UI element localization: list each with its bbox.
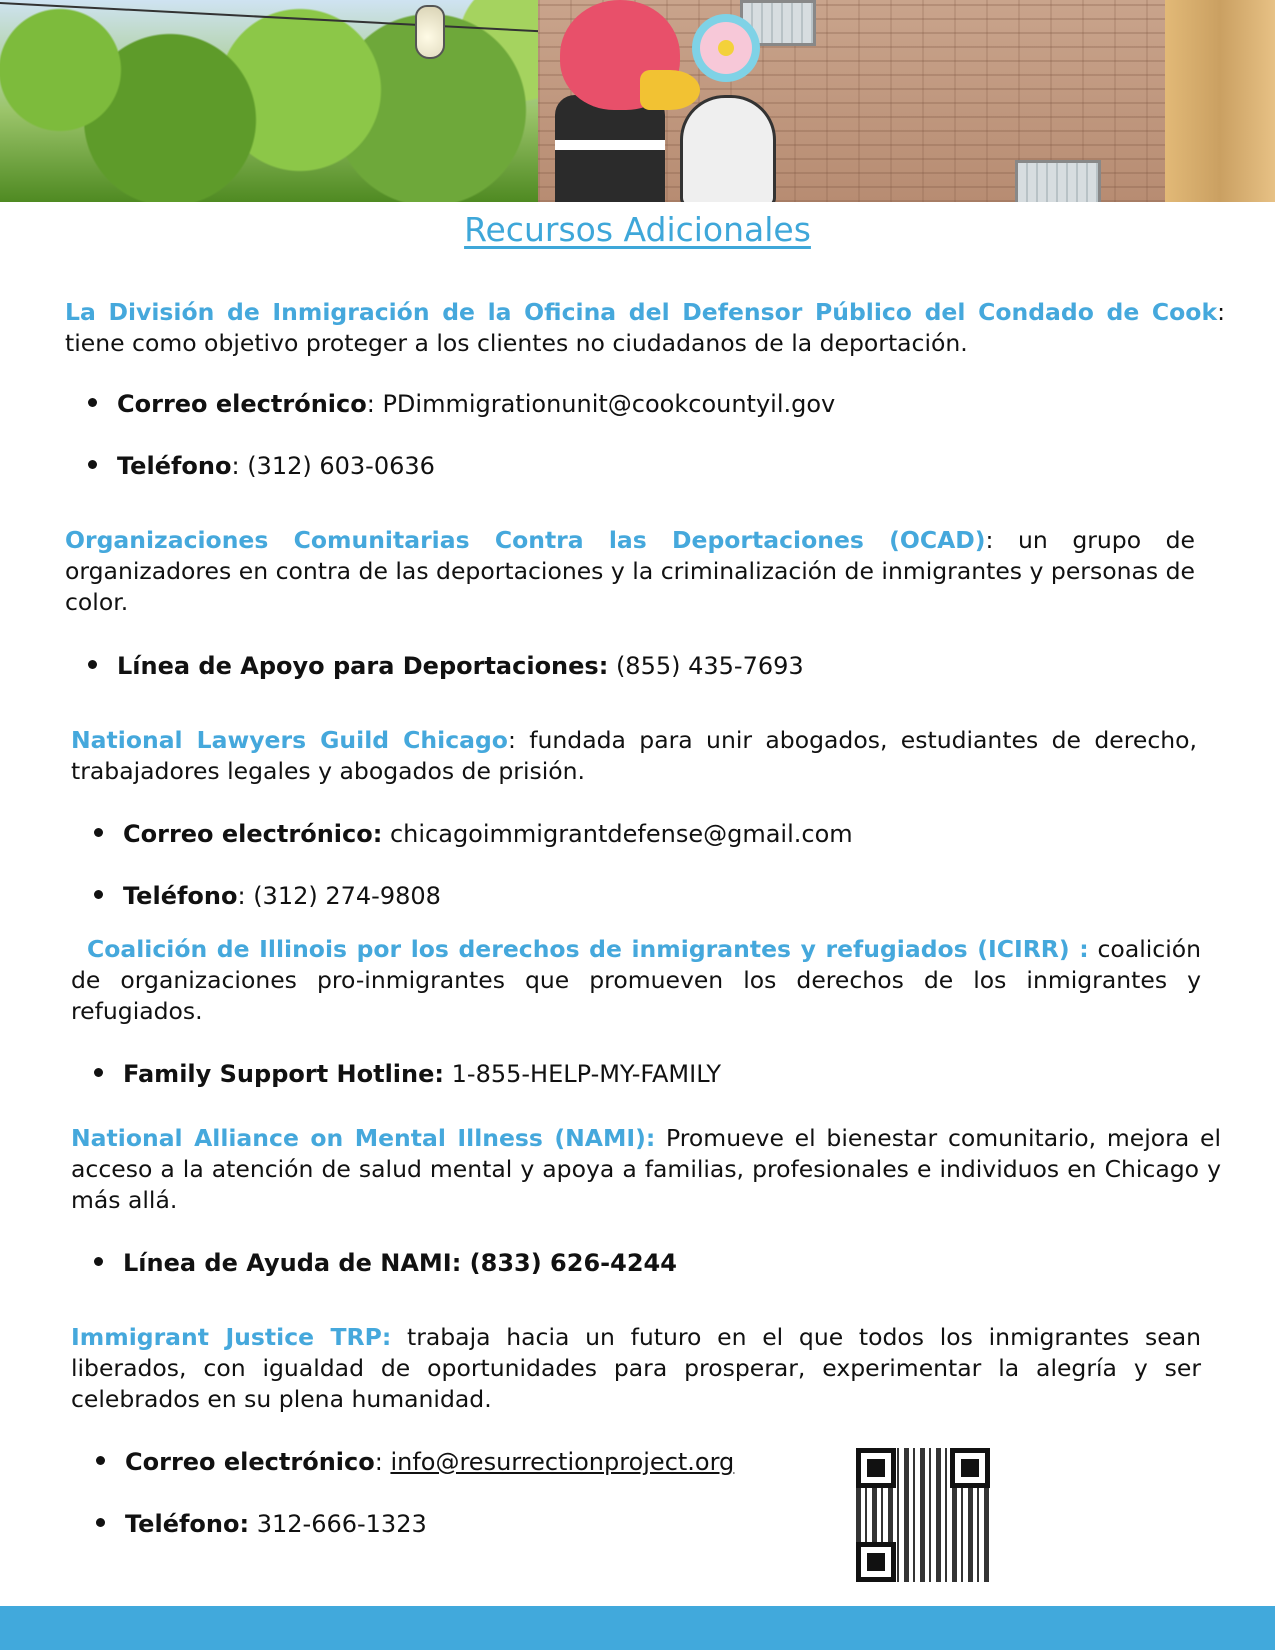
bullet-icon	[96, 1518, 105, 1527]
item-sep	[382, 820, 390, 848]
section-icirr	[71, 934, 1201, 1027]
bullet-icon	[96, 1456, 105, 1465]
list-item	[94, 818, 853, 850]
item-label: Línea de Ayuda de NAMI: (833) 626-4244	[123, 1249, 677, 1277]
org-name: Organizaciones Comunitarias Contra las Deportaciones (OCAD)	[65, 526, 986, 554]
item-sep	[444, 1060, 452, 1088]
separator: :	[507, 726, 516, 754]
email-link[interactable]: chicagoimmigrantdefense@gmail.com	[389, 820, 853, 848]
email-link[interactable]: info@resurrectionproject.org	[390, 1448, 735, 1476]
list-item	[88, 388, 835, 420]
header-photo	[0, 0, 1275, 202]
item-sep	[608, 652, 616, 680]
org-name: National Lawyers Guild Chicago	[71, 726, 508, 754]
phone-value: (312) 274-9808	[253, 882, 441, 910]
light-bulb-icon	[415, 5, 445, 59]
item-sep: :	[366, 390, 383, 418]
wood-post-image	[1165, 0, 1275, 202]
bullet-icon	[94, 890, 103, 899]
phone-value: (855) 435-7693	[615, 652, 804, 680]
item-label: Correo electrónico	[125, 1448, 375, 1476]
section-nlg	[71, 725, 1197, 787]
item-sep	[249, 1510, 257, 1538]
phone-value: 312-666-1323	[256, 1510, 427, 1538]
window-image	[1015, 160, 1101, 202]
bullet-icon	[94, 1257, 103, 1266]
section-ocad	[65, 525, 1195, 618]
phone-value: 1-855-HELP-MY-FAMILY	[451, 1060, 722, 1088]
org-name: Immigrant Justice TRP:	[71, 1323, 392, 1351]
item-label: Family Support Hotline:	[123, 1060, 444, 1088]
bullet-icon	[94, 1068, 103, 1077]
list-item	[96, 1508, 427, 1540]
org-name: Coalición de Illinois por los derechos de inmigrantes y refugiados (ICIRR) :	[87, 935, 1089, 963]
item-sep: :	[374, 1448, 391, 1476]
qr-code-icon[interactable]	[856, 1448, 990, 1582]
item-label: Correo electrónico:	[123, 820, 383, 848]
mural-bird-beak	[640, 70, 700, 110]
org-description: coalición de organizaciones pro-inmigrantes que promueven los derechos de los inmigrantes y refugiados.	[71, 935, 1201, 1025]
item-label: Teléfono	[123, 882, 238, 910]
section-cook-county	[65, 297, 1225, 359]
separator: :	[1217, 298, 1225, 326]
footer-bar	[0, 1606, 1275, 1650]
item-label: Teléfono	[117, 452, 232, 480]
section-nami	[71, 1123, 1221, 1216]
item-label: Correo electrónico	[117, 390, 367, 418]
list-item	[96, 1446, 734, 1478]
list-item	[94, 1058, 721, 1090]
item-sep: :	[237, 882, 254, 910]
bullet-icon	[88, 660, 97, 669]
separator: :	[985, 526, 994, 554]
mural-skull	[680, 95, 776, 202]
qr-finder-pattern	[950, 1448, 990, 1488]
org-description: fundada para unir abogados, estudiantes de derecho, trabajadores legales y abogados de prisión.	[71, 726, 1197, 785]
page-title: Recursos Adicionales	[464, 210, 811, 249]
item-sep: :	[231, 452, 248, 480]
org-description: Promueve el bienestar comunitario, mejora el acceso a la atención de salud mental y apoya a familias, profesionales e individuos en Chicago y más allá.	[71, 1124, 1221, 1214]
list-item	[94, 1247, 677, 1279]
list-item	[88, 650, 804, 682]
org-name: National Alliance on Mental Illness (NAMI):	[71, 1124, 656, 1152]
bullet-icon	[88, 398, 97, 407]
section-trp	[71, 1322, 1201, 1415]
list-item	[88, 450, 435, 482]
trees-image	[0, 0, 538, 202]
bullet-icon	[94, 828, 103, 837]
org-name: La División de Inmigración de la Oficina del Defensor Público del Condado de Cook	[65, 298, 1218, 326]
item-label: Teléfono:	[125, 1510, 250, 1538]
mural-stripe	[555, 140, 665, 150]
mural-flower-center	[718, 40, 734, 56]
org-description: trabaja hacia un futuro en el que todos los inmigrantes sean liberados, con igualdad de oportunidades para prosperar, experimentar la alegría y ser celebrados en su plena humanidad.	[71, 1323, 1201, 1413]
window-image	[740, 0, 816, 46]
email-link[interactable]: PDimmigrationunit@cookcountyil.gov	[382, 390, 836, 418]
bullet-icon	[88, 460, 97, 469]
item-label: Línea de Apoyo para Deportaciones:	[117, 652, 609, 680]
qr-finder-pattern	[856, 1448, 896, 1488]
qr-finder-pattern	[856, 1542, 896, 1582]
org-description: un grupo de organizadores en contra de las deportaciones y la criminalización de inmigrantes y personas de color.	[65, 526, 1196, 616]
list-item	[94, 880, 441, 912]
phone-value: (312) 603-0636	[247, 452, 435, 480]
org-description: tiene como objetivo proteger a los clientes no ciudadanos de la deportación.	[65, 329, 968, 357]
